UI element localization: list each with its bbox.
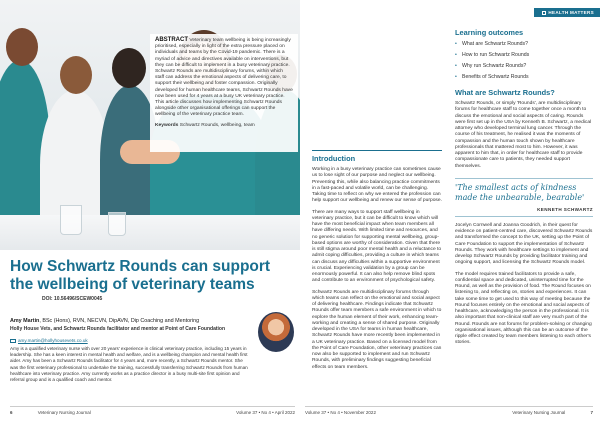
keywords-label: Keywords (155, 122, 179, 128)
what-are-paragraph: Schwartz Rounds, or simply 'Rounds', are multidisciplinary forums for healthcare staff to come together once a month to discuss the emotional and social aspects of caring. Rounds were first set up in the USA by Kenneth B. Schwartz, a medical attorney who developed terminal lung cancer. Through the course of his treatment, he realised it was the moments of compassion and the human touch shown by healthcare professionals that mattered most to him. However, it was apparent to him that, in order for healthcare staff to provide compassionate care to patients, they needed support themselves. (455, 101, 592, 169)
list-item: • What are Schwartz Rounds? (455, 41, 593, 47)
learning-outcomes-list (455, 41, 593, 80)
pull-quote: 'The smallest acts of kindness made the unbearable, bearable' (455, 178, 593, 203)
learning-outcomes-heading: Learning outcomes (455, 28, 524, 37)
section-tag (534, 8, 600, 17)
author-credentials: , BSc (Hons), RVN, NECVN, DipAVN, Dip Coaching and Mentoring (39, 318, 200, 324)
quote-attribution: KENNETH SCHWARTZ (455, 207, 593, 217)
keywords-value: Schwartz Rounds, wellbeing, team (179, 122, 255, 128)
footer-right (305, 406, 593, 415)
footer-left (10, 406, 295, 415)
journal-name-right: Veterinary Nursing Journal (512, 410, 566, 415)
abstract-label: ABSTRACT (155, 37, 188, 43)
page-number-left: 6 (10, 410, 13, 415)
author-line (10, 318, 255, 324)
author-affiliation: Holly House Vets, and Schwartz Rounds facilitator and mentor at Point of Care Foundation (10, 326, 226, 332)
intro-paragraph-1: Working in a busy veterinary practice can sometimes cause us to lose sight of our purpose and neglect our wellbeing. Preventing this, while also balancing practice commitments in a fast-paced and volatile world, can be challenging. Taking time to reflect on why we entered the profession can help support our wellbeing and renew our sense of purpose. (312, 167, 442, 204)
what-are-heading: What are Schwartz Rounds? (455, 88, 555, 97)
author-email: amy.martin@hollyhousevets.co.uk (18, 338, 88, 343)
issue-left: Volume 37 • No 4 • April 2022 (236, 410, 295, 415)
list-item: • Why run Schwartz Rounds? (455, 63, 593, 69)
abstract-text: Veterinary team wellbeing is being increasingly prioritised, especially in light of the extra pressure placed on individuals and teams by the Covid-19 pandemic. There is a myriad of advice and directives available on interventions, but they can be difficult to implement in a busy veterinary practice. Schwartz Rounds are multidisciplinary forums, within which staff can address the emotional aspects of delivering care, to support their wellbeing and foster compassion. Originally developed for human healthcare teams, Schwartz Rounds have now been used for 4 years at a busy UK veterinary practice. This article discusses how implementing Schwartz Rounds alongside other organisational offerings can support the wellbeing of the veterinary practice team. (155, 38, 293, 118)
doi: DOI: 10.56496/SCEW0045 (42, 296, 103, 302)
intro-paragraph-3: Schwartz Rounds are multidisciplinary forums through which teams can reflect on the emotional and social aspect of delivering healthcare. Findings indicate that Schwartz Rounds offer team members a safe environment in which to explore the human element of their work, enhancing team-working and creating a sense of shared purpose. Originally developed in the USA for teams in human healthcare, Schwartz Rounds have more recently been implemented in a UK veterinary practice. Based on a licensed model from the Point of Care Foundation, other veterinary practices can now also be supported to implement and run Schwartz Rounds, with preliminary findings suggesting beneficial effects on team members. (312, 289, 442, 370)
author-email-link[interactable] (10, 338, 210, 343)
author-name: Amy Martin (10, 318, 40, 324)
section-tag-label: HEALTH MATTERS (548, 10, 594, 15)
introduction-heading: Introduction (312, 150, 442, 163)
grid-icon (542, 11, 546, 15)
right-column (455, 28, 593, 352)
abstract-box (150, 34, 298, 152)
journal-name-left: Veterinary Nursing Journal (37, 410, 91, 415)
article-title: How Schwartz Rounds can support the wellbeing of veterinary teams (10, 258, 271, 293)
author-bio: Amy is a qualified veterinary nurse with over 20 years' experience in clinical veterinary practice, including 15 years in leadership. She has a keen interest in mental health and welfare, and is a wellbeing champion and mental health first aider. Amy has been a Schwartz Rounds facilitator for 4 years and, more recently, a Schwartz Rounds mentor. She was the first veterinary professional to undertake the training, successfully transferring Schwartz Rounds from human healthcare into veterinary practice. Amy currently works as a practice director in a busy multi-site first opinion and referral group and is a qualified coach and mentor. (10, 346, 248, 383)
list-item: • How to run Schwartz Rounds (455, 52, 593, 58)
intro-paragraph-2: There are many ways to support staff wellbeing in veterinary practice, but it can be difficult to know which will have the most beneficial impact when team members all have differing needs. With limited time and resources, and no generic solution for supporting mental wellbeing, group-based options are worthy of consideration. Given that there is still stigma around poor mental health and a reluctance to admit coping difficulties, providing a culture in which teams can discuss any difficulties within a supportive environment is crucial. Experiencing validation by a group can be enormously powerful. It can also help remove blind spots and contribute to an environment of psychological safety. (312, 209, 442, 284)
list-item: • Benefits of Schwartz Rounds (455, 74, 593, 80)
email-icon (10, 339, 16, 343)
issue-right: Volume 37 • No 4 • November 2022 (305, 410, 376, 415)
page-number-right: 7 (590, 410, 593, 415)
keywords (155, 123, 293, 129)
right-paragraph-2: The model requires trained facilitators to provide a safe, confidential space and dedicated, uninterrupted time for the Round, as well as the provision of food. The Round focuses on listening to, and reflecting on, stories and experiences. It can take some time to get used to this way of meeting because the Round focuses entirely on the emotional and social aspects of healthcare, acknowledging the person in the professional. It is also important that non-clinical staff are very much part of the Round. Rounds are not forums for problem-solving or changing organisational issues, although this can be an outcome of the ripple effect created by team members listening to each other's stories. (455, 271, 592, 346)
right-paragraph-1: Jocelyn Cornwell and Joanna Goodrich, in their quest for evidence on patient-centred care, discovered Schwartz Rounds and transformed the concept to the UK, setting up the Point of Care Foundation to support the implementation of Schwartz Rounds. They work with healthcare settings to implement and develop Schwartz Rounds by providing facilitator training and ongoing support, and licensing the Schwartz Rounds model. (455, 222, 593, 266)
introduction-column (312, 150, 442, 376)
author-avatar (258, 312, 294, 352)
